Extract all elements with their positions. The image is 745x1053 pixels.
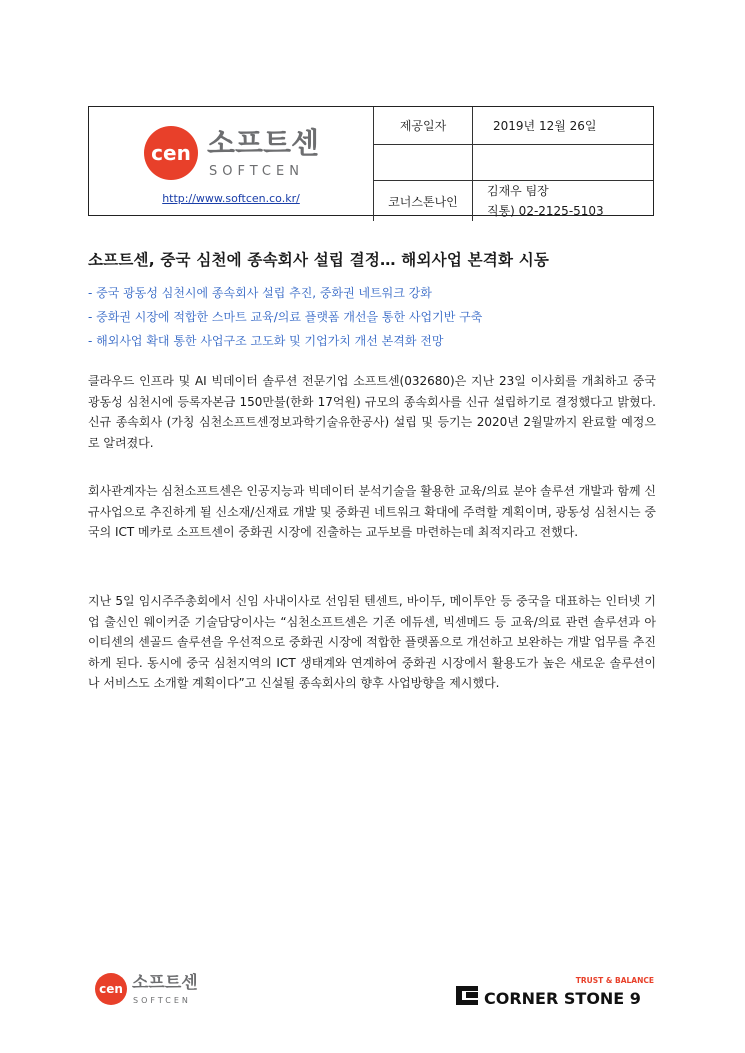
date-label: 제공일자	[373, 107, 472, 144]
contact-name: 김재우 팀장	[487, 184, 549, 198]
article-title: 소프트센, 중국 심천에 종속회사 설립 결정… 해외사업 본격화 시동	[88, 251, 550, 269]
website-link[interactable]: http://www.softcen.co.kr/	[162, 192, 300, 205]
summary-bullets	[88, 284, 482, 356]
bullet-item: - 중화권 시장에 적합한 스마트 교육/의료 플랫폼 개선을 통한 사업기반 구축	[88, 310, 483, 324]
bullet-item: - 해외사업 확대 통한 사업구조 고도화 및 기업가치 개선 본격화 전망	[88, 334, 444, 348]
cs-tagline: TRUST & BALANCE	[575, 976, 654, 985]
footer-logo-mark: cen	[99, 982, 123, 996]
cs-name: CORNER STONE 9	[484, 989, 641, 1007]
softcen-logo	[141, 119, 331, 185]
body-paragraph-2: 회사관계자는 심천소프트센은 인공지능과 빅데이터 분석기술을 활용한 교육/의료 분야 솔루션 개발과 함께 신규사업으로 추진하게 될 신소재/신재료 개발 및 중화권 네트워크 확대에 주력할 계획이며, 광동성 심천시는 중국의 ICT 메카로 소프트센이 중화권 시장에 진출하는 교두보를 마련하는데 최적지라고 전했다.	[88, 484, 656, 540]
empty-label-cell	[373, 144, 472, 180]
logo-cell	[89, 107, 373, 221]
body-paragraph-3: 지난 5일 임시주주총회에서 신임 사내이사로 선임된 텐센트, 바이두, 메이투안 등 중국을 대표하는 인터넷 기업 출신인 웨이커준 기술담당이사는 “심천소프트센은 기존 에듀센, 빅센메드 등 교육/의료 관련 솔루션과 아이티센의 센골드 솔루션을 우선적으로 중화권 시장에 적합한 플랫폼으로 개선하고 보완하는 개발 업무를 추진하게 된다. 동시에 중국 심천지역의 ICT 생태계와 연계하여 중화권 시장에서 활용도가 높은 새로운 솔루션이나 서비스도 소개할 계획이다”고 신설될 종속회사의 향후 사업방향을 제시했다.	[88, 594, 656, 691]
footer-logo-korean: 소프트센	[132, 973, 198, 993]
contact-phone: 직통) 02-2125-5103	[487, 204, 604, 218]
company-label: 코너스톤나인	[373, 180, 472, 221]
date-value: 2019년 12월 26일	[472, 107, 653, 144]
logo-korean: 소프트센	[207, 126, 320, 160]
logo-mark: cen	[151, 141, 191, 165]
bullet-item: - 중국 광동성 심천시에 종속회사 설립 추진, 중화권 네트워크 강화	[88, 286, 432, 300]
body-paragraph-1: 클라우드 인프라 및 AI 빅데이터 솔루션 전문기업 소프트센(032680)은 지난 23일 이사회를 개최하고 중국 광동성 심천시에 등록자본금 150만불(한화 17억원) 규모의 종속회사를 신규 설립하기로 결정했다고 밝혔다. 신규 종속회사 (가칭 심천소프트센정보과학기술유한공사) 설립 및 등기는 2020년 2월말까지 완료할 예정으로 알려졌다.	[88, 374, 656, 450]
header-table	[88, 106, 654, 216]
contact-cell	[472, 180, 653, 221]
cs-mark-icon	[456, 986, 478, 1005]
footer-softcen-logo	[94, 968, 212, 1008]
cornerstone9-logo	[456, 975, 656, 1007]
logo-english: SOFTCEN	[209, 164, 304, 179]
empty-value-cell	[472, 144, 653, 180]
footer-logo-english: SOFTCEN	[133, 996, 191, 1005]
